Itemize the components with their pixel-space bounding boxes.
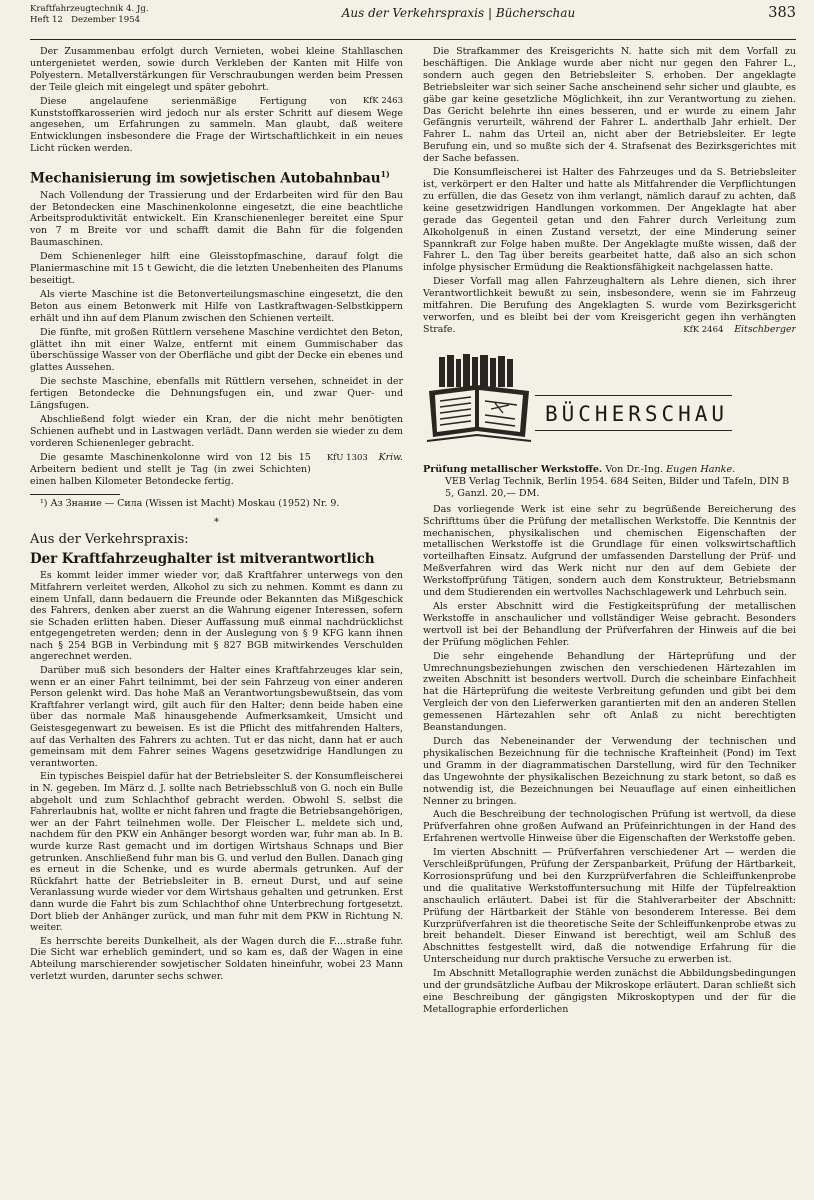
paragraph: Die Konsumfleischerei ist Halter des Fahrzeuges und da S. Betriebsleiter ist, verkörpert er den Halter und hatte als Mitfahrender die Verpflichtungen zu erfüllen, die das Gesetz von ihm verlangt, nämlich darauf zu achten, daß keine gesetzwidrigen Handlungen vorkommen. Der Angeklagte hat aber gerade das Gegenteil getan und den Fahrer durch Verleitung zum Alkoholgenuß in einen Zustand versetzt, der eine Minderung seiner Spannkraft zur Folge haben mußte. Der Angeklagte mußte wissen, daß der Fahrer L. den Tag über bereits gearbeitet hatte, daß also an sich schon infolge physischer Ermüdung die Reaktionsfähigkeit nachgelassen hatte. bbox=[423, 167, 796, 274]
rubric-heading: Aus der Verkehrspraxis: bbox=[30, 532, 189, 548]
article-signature bbox=[317, 452, 403, 465]
heading-text: Mechanisierung im sowjetischen Autobahnbau bbox=[30, 170, 381, 187]
paragraph: Der Zusammenbau erfolgt durch Vernieten, wobei kleine Stahllaschen untergenietet werden, sowie durch Verkleben der Kanten mit Hilfe von Polyestern. Metallverstärkungen für Verschraubungen werden beim Pressen der Teile gleich mit eingelegt und später gebohrt. bbox=[30, 46, 403, 93]
paragraph: Dem Schienenleger hilft eine Gleisstopfmaschine, darauf folgt die Planiermaschine mit 15 t Gewicht, die die letzten Unebenheiten des Planums beseitigt. bbox=[30, 251, 403, 286]
paragraph-text: Die gesamte Maschinenkolonne wird von 12 bis 15 Arbeitern bedient und stellt je Tag (in zwei Schichten) einen halben Kilometer Betondecke fertig. bbox=[30, 451, 311, 487]
paragraph bbox=[423, 276, 796, 336]
issue-line bbox=[30, 15, 149, 26]
paragraph: Das vorliegende Werk ist eine sehr zu begrüßende Bereicherung des Schrifttums über die Prüfung der metallischen Werkstoffe. Die Kenntnis der mechanischen, physikalischen und chemischen Eigenschaften der metallischen Werkstoffe ist die Grundlage für einen volkswirtschaftlich vorteilhaften Einsatz. Aufgrund der umfassenden Darstellung der Prüf- und Meßverfahren wird das Werk nicht nur den auf dem Gebiete der Werkstoffprüfung Tätigen, sondern auch dem Konstrukteur, Betriebsmann und dem Studierenden ein wertvolles Nachschlagewerk und Lehrbuch sein. bbox=[423, 503, 796, 599]
book-reference bbox=[423, 464, 796, 500]
paragraph: Ein typisches Beispiel dafür hat der Betriebsleiter S. der Konsumfleischerei in N. gegeben. Im März d. J. sollte nach Betriebsschluß von G. noch ein Bulle abgeholt und zum Schlachthof gebracht werden. Obwohl S. selbst die Fahrerlaubnis hat, wollte er nicht fahren und fragte die Betriebsangehörigen, wer an der Fahrt teilnehmen wolle. Der Fleischer L. meldete sich und, nachdem für den PKW ein Anhänger besorgt worden war, fuhr man ab. In B. wurde kurze Rast gemacht und im dortigen Wirtshaus Schnaps und Bier getrunken. Anschließend fuhr man bis G. und verlud den Bullen. Danach ging es erneut in die Schenke, und es wurde abermals getrunken. Auf der Rückfahrt hatte der Betriebsleiter in B. erneut Durst, und auf seine Veranlassung wurde wieder vor dem Wirtshaus gehalten und getrunken. Erst dann wurde die Fahrt bis zum Schlachthof ohne Unterbrechung fortgesetzt. Dort blieb der Anhänger zurück, und man fuhr mit dem PKW in Richtung N. weiter. bbox=[30, 771, 403, 934]
footnote-marker: 1) bbox=[380, 169, 390, 180]
paragraph: Auch die Beschreibung der technologischen Prüfung ist wertvoll, da diese Prüfverfahren ohne großen Aufwand an Prüfeinrichtungen in der Hand des Erfahrenen wertvolle Hinweise über die Eigenschaften der Werkstoffe geben. bbox=[423, 809, 796, 845]
section-title: Aus der Verkehrspraxis | Bücherschau bbox=[341, 6, 576, 20]
page-number: 383 bbox=[768, 5, 796, 21]
left-column bbox=[30, 46, 403, 1018]
paragraph: Die sechste Maschine, ebenfalls mit Rüttlern versehen, schneidet in der fertigen Betondecke die Dehnungsfugen ein, und zwar Quer- und Längsfugen. bbox=[30, 376, 403, 412]
issue-date: Dezember 1954 bbox=[71, 15, 141, 25]
paragraph: Die fünfte, mit großen Rüttlern versehene Maschine verdichtet den Beton, glättet ihn mit einer Walze, entfernt mit einem Gummischaber das überschüssige Wasser von der Oberfläche und gibt der Decke ein ebenes und glattes Aussehen. bbox=[30, 326, 403, 374]
author: Kriw. bbox=[378, 451, 403, 463]
page-header bbox=[30, 4, 796, 40]
book-author: Eugen Hanke. bbox=[666, 463, 736, 475]
article-heading-halter: Der Kraftfahrzeughalter ist mitverantwortlich bbox=[30, 551, 375, 568]
article-reference: KfU 1303 bbox=[326, 452, 368, 463]
journal-info bbox=[30, 4, 149, 26]
paragraph: Im vierten Abschnitt — Prüfverfahren verschiedener Art — werden die Verschleißprüfungen, Prüfung der Zerspanbarkeit, Prüfung der Härtbarkeit, Korrosionsprüfung und bei den Kurzprüfverfahren die Schleiffunkenprobe und die qualitative Werkstoffuntersuchung mit Hilfe der Tüpfelreaktion anschaulich erläutert. Dabei ist für die Stahlverarbeiter der Abschnitt: Prüfung der Härtbarkeit der Stähle von besonderem Interesse. Bei dem Kurzprüfverfahren ist die theoretische Seite der Schleiffunkenprobe etwas zu breit behandelt. Dieser Einwand ist berechtigt, weil am Schluß des Abschnittes festgestellt wird, daß die notwendige Erfahrung für die Unterscheidung nur durch praktische Versuche zu erwerben ist. bbox=[423, 847, 796, 966]
article-reference: KfK 2463 bbox=[362, 95, 403, 106]
paragraph: Es kommt leider immer wieder vor, daß Kraftfahrer unterwegs von den Mitfahrern verleitet werden, Alkohol zu sich zu nehmen. Kommt es dann zu einem Unfall, dann bedauern die Freunde oder Bekannten das Mißgeschick des Fahrers, denken aber zuerst an die Wahrung eigener Interessen, sofern sie Schaden erlitten haben. Dieser Auffassung muß einmal nachdrücklichst entgegengetreten werden; denn in der Auslegung von § 9 KFG kann ihnen nach § 254 BGB in Verbindung mit § 827 BGB mitwirkendes Verschulden angerechnet werden. bbox=[30, 570, 403, 663]
paragraph: Abschließend folgt wieder ein Kran, der die nicht mehr benötigten Schienen aufhebt und in Lastwagen verlädt. Dann werden sie wieder zu dem vorderen Schienenleger gebracht. bbox=[30, 413, 403, 449]
paragraph-text: Dieser Vorfall mag allen Fahrzeughaltern als Lehre dienen, sich ihrer Verantwortlichkeit bewußt zu sein, insbesondere, wenn sie im Fahrzeug mitfahren. Die Berufung des Angeklagten S. wurde vom Bezirksgericht verworfen, und es bleibt bei der vom Kreisgericht gegen ihn verhängten Strafe. bbox=[423, 276, 796, 335]
paragraph: Im Abschnitt Metallographie werden zunächst die Abbildungsbedingungen und der grundsätzliche Aufbau der Mikroskope erläutert. Daran schließt sich eine Beschreibung der gängigsten Mikroskoptypen und der für die Metallographie erforderlichen bbox=[423, 968, 796, 1015]
paragraph: Durch das Nebeneinander der Verwendung der technischen und physikalischen Bezeichnung für die technische Krafteinheit (Pond) im Text und Gramm in der diagrammatischen Darstellung, wird für den Techniker das Ungewohnte der physikalischen Bezeichnung zu stark betont, so daß es notwendig ist, die Bezeichnungen bei Neuauflage auf einen einheitlichen Nenner zu bringen. bbox=[423, 735, 796, 807]
paragraph: Die Strafkammer des Kreisgerichts N. hatte sich mit dem Vorfall zu beschäftigen. Die Anklage wurde aber nicht nur gegen den Fahrer L., sondern auch gegen den Betriebsleiter S. erhoben. Der angeklagte Betriebsleiter war sich seiner Sache anscheinend sehr sicher und glaubte, es gäbe gar keine gesetzliche Möglichkeit, ihn zur Verantwortung zu ziehen. Das Gericht belehrte ihn eines besseren, und er wurde zu einem Jahr Gefängnis verurteilt, während der Fahrer L. anderthalb Jahr erhielt. Der Fahrer L. nahm das Urteil an, nicht aber der Betriebsleiter. Er legte Berufung ein, und so mußte sich der 4. Strafsenat des Bezirksgerichtes mit der Sache befassen. bbox=[423, 46, 796, 165]
paragraph: Als erster Abschnitt wird die Festigkeitsprüfung der metallischen Werkstoffe in anschaulicher und vollständiger Weise gebracht. Besonders wertvoll ist bei der Behandlung der Prüfverfahren der Hinweis auf die bei der Prüfung möglichen Fehler. bbox=[423, 601, 796, 648]
issue: Heft 12 bbox=[30, 15, 63, 25]
paragraph bbox=[30, 452, 403, 488]
paragraph-text: Diese angelaufene serienmäßige Fertigung von Kunststoffkarosserien wird jedoch nur als erster Schritt auf diesem Wege angesehen, um Erfahrungen zu sammeln. Man glaubt, daß weitere Entwicklungen insbesondere die Frage der Wirtschaftlichkeit in ein neues Licht rücken werden. bbox=[30, 95, 403, 155]
paragraph: Als vierte Maschine ist die Betonverteilungsmaschine eingesetzt, die den Beton aus einem Betonwerk mit Hilfe von Lastkraftwagen-Selbstkippern erhält und ihn auf dem Planum zwischen den Schienen verteilt. bbox=[30, 288, 403, 324]
paragraph bbox=[30, 96, 403, 156]
footnote: ¹) Аз Знание — Сила (Wissen ist Macht) Moskau (1952) Nr. 9. bbox=[40, 498, 340, 510]
footnote-rule bbox=[30, 494, 120, 495]
book-title: Prüfung metallischer Werkstoffe. bbox=[423, 463, 603, 475]
paragraph: Die sehr eingehende Behandlung der Härteprüfung und der Umrechnungsbeziehungen zwischen den verschiedenen Härtezahlen im zweiten Abschnitt ist besonders wertvoll. Durch die scheinbare Einfachheit hat die Härteprüfung die weiteste Verbreitung gefunden und gibt bei dem Vergleich der von den Lieferwerken garantierten mit den an anderen Stellen gemessenen Härtezahlen sehr oft Anlaß zu nicht berechtigten Beanstandungen. bbox=[423, 650, 796, 734]
buecherschau-banner bbox=[425, 346, 796, 456]
paragraph: Nach Vollendung der Trassierung und der Erdarbeiten wird für den Bau der Betondecken eine Maschinenkolonne eingesetzt, die eine beachtliche Arbeitsproduktivität entwickelt. Ein Kranschienenleger bereitet eine Spur von 7 m Breite vor und schafft damit die Bahn für die folgenden Baumaschinen. bbox=[30, 189, 403, 249]
book-by: Von Dr.-Ing. bbox=[605, 463, 664, 475]
article-reference: KfK 2464 bbox=[683, 324, 724, 335]
right-column bbox=[423, 46, 796, 1018]
journal-name: Kraftfahrzeugtechnik 4. Jg. bbox=[30, 4, 149, 14]
article-signature bbox=[673, 324, 796, 337]
author: Eitschberger bbox=[734, 323, 796, 335]
article-heading-mechanisierung bbox=[30, 169, 403, 187]
paragraph: Darüber muß sich besonders der Halter eines Kraftfahrzeuges klar sein, wenn er an einer Fahrt teilnimmt, bei der sein Fahrzeug von einer anderen Person gelenkt wird. Das hohe Maß an Verantwortungsbewußtsein, das vom Kraftfahrer verlangt wird, gilt auch für den Halter; denn beide haben eine über das normale Maß hinausgehende Aufmerksamkeit, Umsicht und Geistesgegenwart zu beweisen. Es ist die Pflicht des mitfahrenden Halters, auf das Verhalten des Fahrers zu achten. Tut er das nicht, dann hat er auch gemeinsam mit dem Fahrer seines Wagens gesetzwidrige Handlungen zu verantworten. bbox=[30, 665, 403, 769]
paragraph: Es herrschte bereits Dunkelheit, als der Wagen durch die F....straße fuhr. Die Sicht war erheblich gemindert, und so kam es, daß der Wagen in eine Abteilung marschierender sowjetischer Soldaten hineinfuhr, wobei 23 Mann verletzt wurden, darunter sechs schwer. bbox=[30, 935, 403, 982]
section-separator: * bbox=[214, 517, 219, 529]
buecherschau-title: BÜCHERSCHAU bbox=[535, 395, 732, 431]
two-column-layout bbox=[30, 46, 796, 1018]
book-publication: VEB Verlag Technik, Berlin 1954. 684 Seiten, Bilder und Tafeln, DIN B 5, Ganzl. 20,— DM. bbox=[445, 475, 790, 499]
open-book-icon bbox=[425, 351, 533, 451]
